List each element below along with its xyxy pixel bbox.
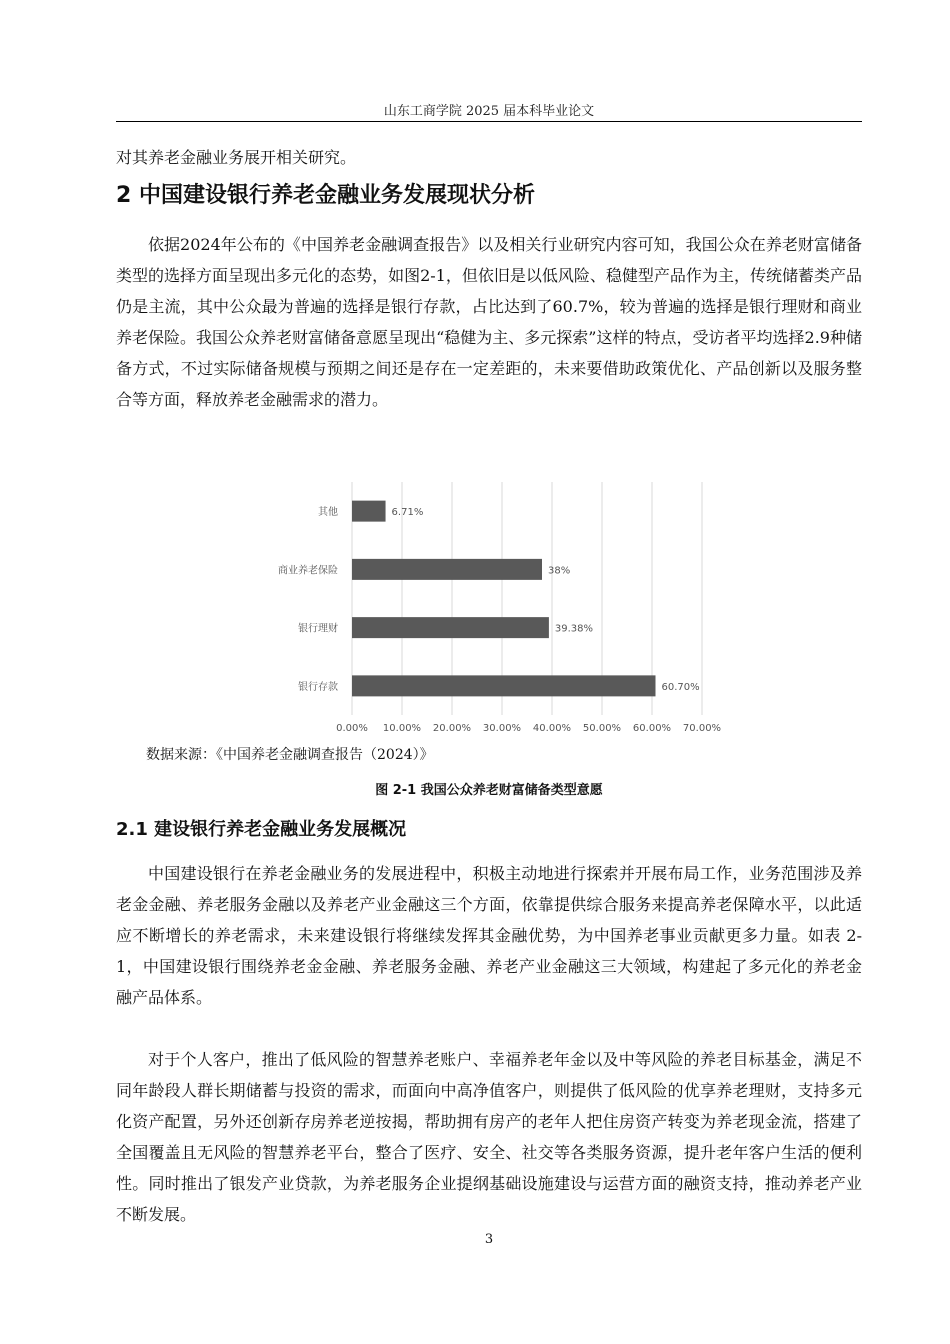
bar <box>352 559 542 580</box>
data-label: 60.70% <box>661 681 700 693</box>
data-label: 6.71% <box>391 507 424 519</box>
section-2-title: 2 中国建设银行养老金融业务发展现状分析 <box>116 183 535 208</box>
running-header: 山东工商学院 2025 届本科毕业论文 <box>383 104 595 119</box>
bar <box>352 675 656 696</box>
category-label: 银行存款 <box>298 681 338 693</box>
x-tick-label: 20.00% <box>432 723 472 734</box>
x-tick-label: 10.00% <box>382 723 422 734</box>
category-label: 银行理财 <box>298 623 338 635</box>
x-tick-label: 60.00% <box>632 723 672 734</box>
x-tick-label: 0.00% <box>336 723 368 734</box>
data-label: 39.38% <box>554 623 594 635</box>
bar-chart-svg <box>230 470 750 745</box>
bar <box>352 501 386 522</box>
section-2-paragraph: 依据2024年公布的《中国养老金融调查报告》以及相关行业研究内容可知，我国公众在养老财富储备类型的选择方面呈现出多元化的态势，如图2-1，但依旧是以低风险、稳健型产品作为主，传统储蓄类产品仍是主流，其中公众最为普遍的选择是银行存款，占比达到了60.7%，较为普遍的选择是银行理财和商业养老保险。我国公众养老财富储备意愿呈现出“稳健为主、多元探索”这样的特点，受访者平均选择2.9种储备方式，不过实际储备规模与预期之间还是存在一定差距的，未来要借助政策优化、产品创新以及服务整合等方面，释放养老金融需求的潜力。 <box>116 235 862 409</box>
header-rule <box>116 121 862 122</box>
category-label: 商业养老保险 <box>278 565 338 577</box>
intro-line: 对其养老金融业务展开相关研究。 <box>116 148 357 167</box>
savings-type-chart <box>230 470 750 745</box>
data-label: 38% <box>548 565 571 577</box>
figure-caption: 图 2-1 我国公众养老财富储备类型意愿 <box>375 783 603 798</box>
category-label: 其他 <box>318 507 338 519</box>
bar <box>352 617 549 638</box>
x-tick-label: 50.00% <box>582 723 622 734</box>
section-2-1-paragraph-1: 中国建设银行在养老金融业务的发展进程中，积极主动地进行探索并开展布局工作，业务范围涉及养老金金融、养老服务金融以及养老产业金融这三个方面，依靠提供综合服务来提高养老保障水平，以此适应不断增长的养老需求，未来建设银行将继续发挥其金融优势，为中国养老事业贡献更多力量。如表 2-1，中国建设银行围绕养老金金融、养老服务金融、养老产业金融这三大领域，构建起了多元化的养老金融产品体系。 <box>116 864 862 1007</box>
x-tick-label: 40.00% <box>532 723 572 734</box>
x-tick-label: 30.00% <box>482 723 522 734</box>
page-number: 3 <box>484 1232 494 1247</box>
section-2-1-title: 2.1 建设银行养老金融业务发展概况 <box>116 819 407 840</box>
section-2-1-paragraph-2: 对于个人客户，推出了低风险的智慧养老账户、幸福养老年金以及中等风险的养老目标基金，满足不同年龄段人群长期储蓄与投资的需求，而面向中高净值客户，则提供了低风险的优享养老理财，支持多元化资产配置，另外还创新存房养老逆按揭，帮助拥有房产的老年人把住房资产转变为养老现金流，搭建了全国覆盖且无风险的智慧养老平台，整合了医疗、安全、社交等各类服务资源，提升老年客户生活的便利性。同时推出了银发产业贷款，为养老服务企业提纲基础设施建设与运营方面的融资支持，推动养老产业不断发展。 <box>116 1050 862 1224</box>
x-tick-label: 70.00% <box>682 723 722 734</box>
figure-source: 数据来源：《中国养老金融调查报告（2024）》 <box>146 747 434 763</box>
